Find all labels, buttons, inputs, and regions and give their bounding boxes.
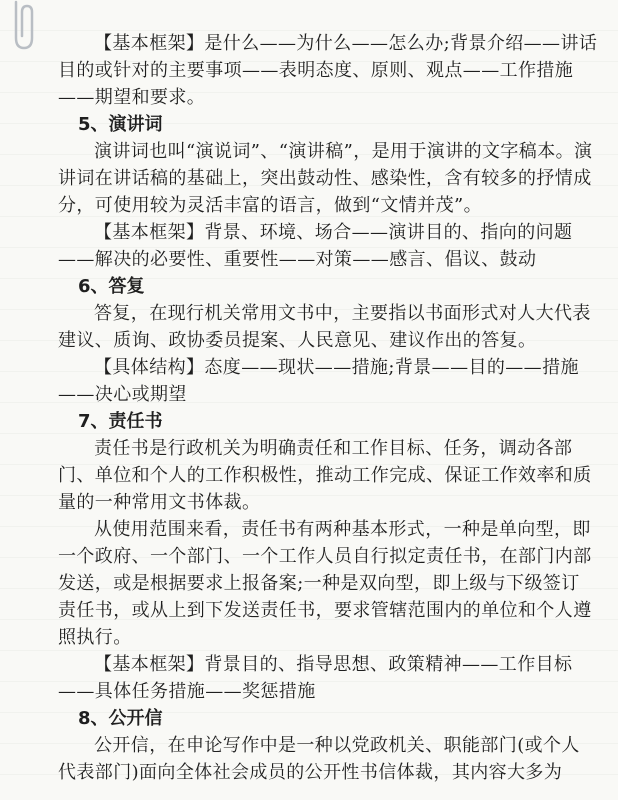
document-body xyxy=(58,30,598,786)
paragraph-speech-framework: 【基本框架】背景、环境、场合——演讲目的、指向的问题——解决的必要性、重要性——对策——感言、倡议、鼓动 xyxy=(58,222,573,270)
heading-responsibility-letter: 7、责任书 xyxy=(78,411,163,432)
paragraph-responsibility-forms: 从使用范围来看，责任书有两种基本形式，一种是单向型，即一个政府、一个部门、一个工作人员自行拟定责任书，在部门内部发送，或是根据要求上报备案;一种是双向型，即上级与下级签订责任书，或从上到下发送责任书，要求管辖范围内的单位和个人遵照执行。 xyxy=(58,519,592,648)
paragraph-responsibility-definition: 责任书是行政机关为明确责任和工作目标、任务，调动各部门、单位和个人的工作积极性，推动工作完成、保证工作效率和质量的一种常用文书体裁。 xyxy=(58,438,592,513)
heading-open-letter: 8、公开信 xyxy=(78,708,163,729)
heading-reply: 6、答复 xyxy=(78,276,145,297)
paragraph-speech-definition: 演讲词也叫“演说词”、“演讲稿”，是用于演讲的文字稿本。演讲词在讲话稿的基础上，突出鼓动性、感染性，含有较多的抒情成分，可使用较为灵活丰富的语言，做到“文情并茂”。 xyxy=(58,141,593,216)
paragraph-reply-structure: 【具体结构】态度——现状——措施;背景——目的——措施——决心或期望 xyxy=(58,357,579,405)
paragraph-framework-speech: 【基本框架】是什么——为什么——怎么办;背景介绍——讲话目的或针对的主要事项——表明态度、原则、观点——工作措施——期望和要求。 xyxy=(58,33,598,108)
paragraph-open-letter-definition: 公开信，在申论写作中是一种以党政机关、职能部门(或个人代表部门)面向全体社会成员的公开性书信体裁，其内容大多为 xyxy=(58,735,580,783)
heading-speech-text: 5、演讲词 xyxy=(78,114,163,135)
paragraph-responsibility-framework: 【基本框架】背景目的、指导思想、政策精神——工作目标——具体任务措施——奖惩措施 xyxy=(58,654,573,702)
paragraph-reply-definition: 答复，在现行机关常用文书中，主要指以书面形式对人大代表建议、质询、政协委员提案、人民意见、建议作出的答复。 xyxy=(58,303,591,351)
paperclip-icon xyxy=(6,0,40,54)
